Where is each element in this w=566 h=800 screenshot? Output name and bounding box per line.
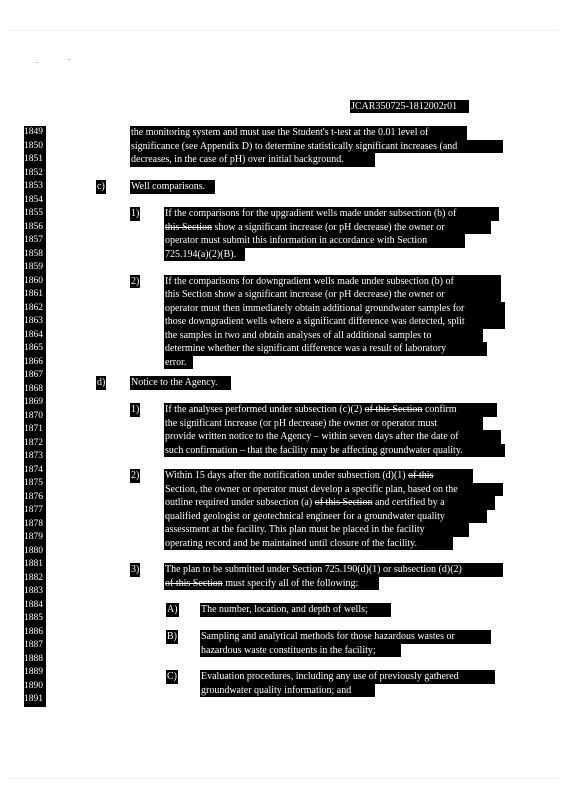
item-d1-line: the significant increase (or pH decrease) the owner or operator must [164, 417, 483, 431]
line-number: 1859 [24, 261, 46, 275]
line-number: 1890 [24, 680, 46, 694]
sub-b-label: B) [167, 631, 177, 642]
line-number: 1871 [24, 423, 46, 437]
line-number: 1884 [24, 599, 46, 613]
line-number: 1878 [24, 518, 46, 532]
scan-speck [36, 62, 38, 63]
sub-a-line: The number, location, and depth of wells; [200, 603, 391, 617]
item-c1-line: 725.194(a)(2)(B). [164, 248, 245, 262]
line-number: 1864 [24, 329, 46, 343]
item-c1-line [164, 221, 491, 235]
bottom-edge-line [8, 778, 558, 779]
line-number: 1889 [24, 666, 46, 680]
item-d3-line: The plan to be submitted under Section 725.190(d)(1) or subsection (d)(2) [164, 563, 503, 577]
item-c1-line-text: show a significant increase (or pH decrease) the owner or [211, 221, 445, 233]
line-number: 1873 [24, 450, 46, 464]
struck-text: this Section [165, 221, 212, 233]
line-number: 1872 [24, 437, 46, 451]
item-c1-line: operator must submit this information in accordance with Section [164, 234, 465, 248]
item-d1-label: 1) [131, 404, 140, 415]
line-number: 1852 [24, 167, 46, 181]
line-number: 1883 [24, 585, 46, 599]
line-number: 1866 [24, 356, 46, 370]
sub-c-line: groundwater quality information; and [200, 684, 375, 698]
line-number: 1855 [24, 207, 46, 221]
struck-text: of this Section [364, 404, 423, 415]
item-c2-line: determine whether the significant difference was a result of laboratory [164, 342, 487, 356]
sub-b-line: Sampling and analytical methods for those hazardous wastes or [200, 630, 491, 644]
line-number: 1851 [24, 153, 46, 167]
document-header-id: JCAR350725-1812002r01 [350, 100, 469, 113]
line-number: 1874 [24, 464, 46, 478]
item-d3-line [164, 577, 379, 591]
line-number: 1881 [24, 558, 46, 572]
sub-c-line: Evaluation procedures, including any use of previously gathered [200, 670, 495, 684]
line-number: 1886 [24, 626, 46, 640]
line-number: 1876 [24, 491, 46, 505]
line-number: 1856 [24, 221, 46, 235]
section-c-heading: Well comparisons. [130, 180, 215, 194]
paragraph-line: significance (see Appendix D) to determine statistically significant increases (and [130, 140, 503, 154]
item-c2-line: If the comparisons for downgradient wells made under subsection (b) of [164, 275, 501, 289]
line-number: 1865 [24, 342, 46, 356]
item-c2-line: this Section show a significant increase (or pH decrease) the owner or [164, 288, 501, 302]
line-number: 1849 [24, 126, 46, 140]
line-number: 1869 [24, 396, 46, 410]
line-number: 1853 [24, 180, 46, 194]
line-number: 1877 [24, 504, 46, 518]
item-d1-line-text: confirm [422, 404, 457, 415]
section-c-label: c) [97, 181, 105, 192]
struck-text: of this Section [165, 577, 223, 589]
line-number: 1882 [24, 572, 46, 586]
line-number: 1858 [24, 248, 46, 262]
line-number: 1868 [24, 383, 46, 397]
line-number: 1861 [24, 288, 46, 302]
struck-text: of this Section [314, 497, 373, 508]
section-d-label: d) [97, 377, 106, 388]
item-d2-line-text: and certified by a [372, 497, 445, 508]
scan-speck [68, 59, 70, 60]
line-number: 1875 [24, 477, 46, 491]
item-d1-line [164, 403, 497, 417]
item-d2-line-text: Within 15 days after the notification under subsection (d)(1) [165, 470, 409, 481]
item-d2-line: operating record and be maintained until closure of the facility. [164, 537, 453, 551]
item-d1-line-text: If the analyses performed under subsection (c)(2) [165, 404, 365, 415]
item-d2-line: assessment at the facility. This plan must be placed in the facility [164, 523, 469, 537]
item-c1-line: If the comparisons for the upgradient wells made under subsection (b) of [164, 207, 499, 221]
top-edge-line [8, 30, 558, 31]
line-number: 1879 [24, 531, 46, 545]
paragraph-line: decreases, in the case of pH) over initial background. [130, 153, 375, 167]
item-d1-line: such confirmation – that the facility may be affecting groundwater quality. [164, 444, 505, 458]
line-number: 1870 [24, 410, 46, 424]
paragraph-line: the monitoring system and must use the Student's t-test at the 0.01 level of [130, 126, 467, 140]
line-number: 1887 [24, 639, 46, 653]
line-number: 1880 [24, 545, 46, 559]
line-number: 1863 [24, 315, 46, 329]
item-d2-line [164, 496, 495, 510]
sub-a-label: A) [167, 604, 178, 615]
line-number: 1857 [24, 234, 46, 248]
line-number: 1854 [24, 194, 46, 208]
item-d3-label: 3) [131, 564, 140, 575]
line-number: 1891 [24, 693, 46, 707]
item-d2-label: 2) [131, 470, 140, 481]
item-d2-line [164, 469, 473, 483]
item-c2-line: the samples in two and obtain analyses of all additional samples to [164, 329, 483, 343]
item-c1-label: 1) [131, 208, 140, 219]
section-d-heading: Notice to the Agency. [130, 376, 231, 390]
item-d2-line-text: outline required under subsection (a) [165, 497, 315, 508]
item-d2-line: qualified geologist or geotechnical engineer for a groundwater quality [164, 510, 487, 524]
line-number: 1850 [24, 140, 46, 154]
item-c2-label: 2) [131, 275, 140, 287]
line-number: 1862 [24, 302, 46, 316]
item-c2-line: those downgradient wells where a significant difference was detected, split [164, 315, 505, 329]
line-number: 1888 [24, 653, 46, 667]
item-c2-line: operator must then immediately obtain additional groundwater samples for [164, 302, 505, 316]
sub-b-line: hazardous waste constituents in the facility; [200, 644, 401, 658]
line-number: 1867 [24, 369, 46, 383]
item-d3-line-text: must specify all of the following: [222, 577, 359, 589]
sub-c-label: C) [167, 671, 177, 682]
item-d1-line: provide written notice to the Agency – within seven days after the date of [164, 430, 501, 444]
line-number: 1885 [24, 612, 46, 626]
line-number: 1860 [24, 275, 46, 289]
item-d2-line: Section, the owner or operator must develop a specific plan, based on the [164, 483, 503, 497]
struck-text: of this [408, 470, 434, 481]
item-c2-line: error. [164, 356, 193, 370]
